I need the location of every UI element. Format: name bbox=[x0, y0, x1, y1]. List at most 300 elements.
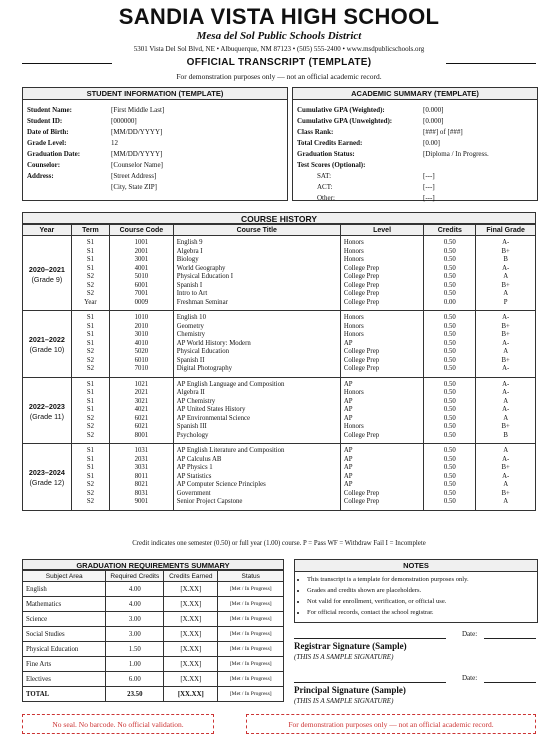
note-item: • Grades and credits shown are placeholders. bbox=[307, 585, 537, 596]
test-score-row bbox=[297, 193, 533, 204]
course-term: S2 bbox=[71, 432, 109, 444]
grad-earned: [X.XX] bbox=[164, 642, 218, 657]
course-row bbox=[23, 481, 536, 490]
course-term: S1 bbox=[71, 236, 109, 248]
grad-required: 3.00 bbox=[106, 612, 164, 627]
col-level: Level bbox=[340, 225, 424, 236]
course-title: World Geography bbox=[173, 265, 340, 274]
grad-earned: [X.XX] bbox=[164, 672, 218, 687]
course-term: S2 bbox=[71, 290, 109, 299]
test-score-label: SAT: bbox=[317, 172, 332, 180]
course-grade: A bbox=[476, 498, 536, 510]
year-group bbox=[23, 377, 72, 444]
graduation-summary bbox=[22, 559, 284, 702]
course-code: 6021 bbox=[110, 415, 174, 424]
course-level: AP bbox=[340, 481, 424, 490]
student-field-label: Student ID: bbox=[27, 117, 63, 125]
course-term: S2 bbox=[71, 481, 109, 490]
course-title: AP English Language and Composition bbox=[173, 377, 340, 389]
course-row bbox=[23, 444, 536, 456]
student-field bbox=[27, 116, 283, 127]
course-row bbox=[23, 398, 536, 407]
grad-earned: [X.XX] bbox=[164, 612, 218, 627]
grad-row bbox=[23, 657, 284, 672]
course-row bbox=[23, 389, 536, 398]
test-score-row bbox=[297, 182, 533, 193]
course-grade: B bbox=[476, 432, 536, 444]
course-credits: 0.50 bbox=[424, 432, 476, 444]
course-row bbox=[23, 432, 536, 444]
course-title: Chemistry bbox=[173, 331, 340, 340]
credit-footnote: Credit indicates one semester (0.50) or full year (1.00) course. P = Pass WF = Withdraw Fail I = Incomplete bbox=[132, 540, 426, 547]
course-title: Physical Education bbox=[173, 348, 340, 357]
course-level: AP bbox=[340, 398, 424, 407]
course-term: S2 bbox=[71, 490, 109, 499]
student-address-city: [City, State ZIP] bbox=[111, 183, 158, 191]
test-score-row bbox=[297, 171, 533, 182]
course-term: S2 bbox=[71, 423, 109, 432]
col-year: Year bbox=[23, 225, 72, 236]
course-code: 6021 bbox=[110, 423, 174, 432]
course-term: S1 bbox=[71, 311, 109, 323]
school-year: 2022–2023 bbox=[28, 401, 65, 411]
grad-earned-total: [XX.XX] bbox=[164, 687, 218, 702]
course-credits: 0.50 bbox=[424, 265, 476, 274]
test-score-value: [---] bbox=[423, 172, 435, 180]
course-code: 9001 bbox=[110, 498, 174, 510]
student-field-label: Address: bbox=[27, 172, 54, 180]
course-grade: B+ bbox=[476, 464, 536, 473]
grad-status-total: [Met / In Progress] bbox=[218, 687, 284, 702]
course-title: Spanish III bbox=[173, 423, 340, 432]
course-row bbox=[23, 256, 536, 265]
grad-earned: [X.XX] bbox=[164, 582, 218, 597]
academic-field bbox=[297, 105, 533, 116]
academic-field bbox=[297, 127, 533, 138]
grad-subject: Social Studies bbox=[23, 627, 106, 642]
academic-field-value: [0.000] bbox=[423, 117, 444, 125]
academic-field-label: Cumulative GPA (Weighted): bbox=[297, 106, 385, 114]
course-level: AP bbox=[340, 406, 424, 415]
course-title: AP English Literature and Composition bbox=[173, 444, 340, 456]
course-row bbox=[23, 357, 536, 366]
grad-col-status: Status bbox=[218, 571, 284, 582]
course-history-title: COURSE HISTORY bbox=[22, 212, 536, 224]
footer-demo-notice: For demonstration purposes only — not an official academic record. bbox=[246, 714, 536, 734]
note-item: • This transcript is a template for demonstration purposes only. bbox=[307, 574, 537, 585]
course-term: S1 bbox=[71, 444, 109, 456]
student-field bbox=[27, 171, 283, 182]
course-code: 4001 bbox=[110, 265, 174, 274]
grad-subject: Mathematics bbox=[23, 597, 106, 612]
course-title: Algebra I bbox=[173, 248, 340, 257]
course-term: S1 bbox=[71, 473, 109, 482]
grad-status: [Met / In Progress] bbox=[218, 582, 284, 597]
course-code: 1001 bbox=[110, 236, 174, 248]
course-row bbox=[23, 290, 536, 299]
grad-required: 4.00 bbox=[106, 597, 164, 612]
student-field-value: [MM/DD/YYYY] bbox=[111, 128, 163, 136]
course-row bbox=[23, 406, 536, 415]
course-grade: A- bbox=[476, 456, 536, 465]
course-title: AP Chemistry bbox=[173, 398, 340, 407]
course-credits: 0.50 bbox=[424, 331, 476, 340]
note-item: • Not valid for enrollment, verification, or official use. bbox=[307, 596, 537, 607]
course-grade: A bbox=[476, 290, 536, 299]
course-term: S2 bbox=[71, 357, 109, 366]
course-credits: 0.50 bbox=[424, 473, 476, 482]
course-credits: 0.50 bbox=[424, 290, 476, 299]
course-code: 0009 bbox=[110, 299, 174, 311]
course-grade: B+ bbox=[476, 357, 536, 366]
grad-row bbox=[23, 642, 284, 657]
course-title: AP Computer Science Principles bbox=[173, 481, 340, 490]
course-row bbox=[23, 464, 536, 473]
course-term: S2 bbox=[71, 415, 109, 424]
grad-status: [Met / In Progress] bbox=[218, 657, 284, 672]
course-row bbox=[23, 273, 536, 282]
course-code: 6001 bbox=[110, 282, 174, 291]
course-credits: 0.50 bbox=[424, 323, 476, 332]
course-credits: 0.50 bbox=[424, 490, 476, 499]
academic-field-label: Cumulative GPA (Unweighted): bbox=[297, 117, 393, 125]
course-term: S2 bbox=[71, 365, 109, 377]
course-title: English 10 bbox=[173, 311, 340, 323]
course-grade: B+ bbox=[476, 331, 536, 340]
student-field-label: Student Name: bbox=[27, 106, 72, 114]
course-level: Honors bbox=[340, 323, 424, 332]
grad-required-total: 23.50 bbox=[106, 687, 164, 702]
course-credits: 0.50 bbox=[424, 498, 476, 510]
col-final-grade: Final Grade bbox=[476, 225, 536, 236]
course-level: College Prep bbox=[340, 348, 424, 357]
academic-field-value: [0.00] bbox=[423, 139, 440, 147]
principal-signature-line bbox=[294, 682, 446, 683]
principal-date-label: Date: bbox=[462, 674, 478, 682]
student-field bbox=[27, 127, 283, 138]
course-credits: 0.50 bbox=[424, 377, 476, 389]
course-row bbox=[23, 490, 536, 499]
col-credits: Credits bbox=[424, 225, 476, 236]
test-score-label: Other: bbox=[317, 194, 335, 202]
course-term: S1 bbox=[71, 464, 109, 473]
student-field-value: [Counselor Name] bbox=[111, 161, 163, 169]
course-credits: 0.50 bbox=[424, 398, 476, 407]
course-history-table bbox=[22, 224, 536, 511]
course-title: Senior Project Capstone bbox=[173, 498, 340, 510]
footer-no-seal: No seal. No barcode. No official validation. bbox=[22, 714, 214, 734]
student-field bbox=[27, 160, 283, 171]
title-rule-right bbox=[446, 63, 536, 64]
student-field-label: Graduation Date: bbox=[27, 150, 81, 158]
grad-required: 4.00 bbox=[106, 582, 164, 597]
course-row bbox=[23, 498, 536, 510]
course-grade: B bbox=[476, 256, 536, 265]
note-item: • For official records, contact the school registrar. bbox=[307, 607, 537, 618]
course-title: Algebra II bbox=[173, 389, 340, 398]
grad-total-row bbox=[23, 687, 284, 702]
course-code: 5020 bbox=[110, 348, 174, 357]
student-info-title: STUDENT INFORMATION (TEMPLATE) bbox=[23, 88, 287, 100]
course-grade: A- bbox=[476, 365, 536, 377]
district-name: Mesa del Sol Public Schools District bbox=[196, 30, 362, 42]
student-field-label: Grade Level: bbox=[27, 139, 67, 147]
test-score-value: [---] bbox=[423, 194, 435, 202]
course-level: College Prep bbox=[340, 498, 424, 510]
course-code: 3021 bbox=[110, 398, 174, 407]
course-title: AP Environmental Science bbox=[173, 415, 340, 424]
course-credits: 0.50 bbox=[424, 340, 476, 349]
course-grade: A bbox=[476, 348, 536, 357]
course-credits: 0.50 bbox=[424, 415, 476, 424]
course-code: 2031 bbox=[110, 456, 174, 465]
course-row bbox=[23, 236, 536, 248]
course-credits: 0.50 bbox=[424, 248, 476, 257]
course-grade: A bbox=[476, 398, 536, 407]
course-credits: 0.50 bbox=[424, 423, 476, 432]
course-grade: A- bbox=[476, 265, 536, 274]
course-term: S1 bbox=[71, 340, 109, 349]
course-level: AP bbox=[340, 340, 424, 349]
year-group bbox=[23, 311, 72, 378]
course-credits: 0.50 bbox=[424, 464, 476, 473]
grad-row bbox=[23, 582, 284, 597]
course-row bbox=[23, 348, 536, 357]
registrar-date-line bbox=[484, 638, 536, 639]
course-code: 8011 bbox=[110, 473, 174, 482]
course-row bbox=[23, 282, 536, 291]
academic-field-value: [0.000] bbox=[423, 106, 444, 114]
student-address-line2 bbox=[27, 182, 283, 193]
course-credits: 0.50 bbox=[424, 357, 476, 366]
grad-row bbox=[23, 612, 284, 627]
course-title: Spanish II bbox=[173, 357, 340, 366]
course-code: 3031 bbox=[110, 464, 174, 473]
course-code: 8031 bbox=[110, 490, 174, 499]
course-level: AP bbox=[340, 415, 424, 424]
course-term: Year bbox=[71, 299, 109, 311]
col-course-title: Course Title bbox=[173, 225, 340, 236]
grad-status: [Met / In Progress] bbox=[218, 612, 284, 627]
course-credits: 0.50 bbox=[424, 348, 476, 357]
course-title: Freshman Seminar bbox=[173, 299, 340, 311]
course-code: 8021 bbox=[110, 481, 174, 490]
course-term: S2 bbox=[71, 348, 109, 357]
grade-level: (Grade 9) bbox=[31, 274, 63, 284]
registrar-signature-line bbox=[294, 638, 446, 639]
course-level: College Prep bbox=[340, 490, 424, 499]
signature-area bbox=[294, 628, 536, 708]
course-term: S1 bbox=[71, 323, 109, 332]
academic-field-label: Class Rank: bbox=[297, 128, 334, 136]
student-field-value: [000000] bbox=[111, 117, 137, 125]
course-term: S1 bbox=[71, 389, 109, 398]
academic-field-value: [###] of [###] bbox=[423, 128, 463, 136]
course-row bbox=[23, 415, 536, 424]
course-grade: A- bbox=[476, 389, 536, 398]
grad-earned: [X.XX] bbox=[164, 627, 218, 642]
grad-status: [Met / In Progress] bbox=[218, 597, 284, 612]
course-grade: B+ bbox=[476, 423, 536, 432]
grad-required: 3.00 bbox=[106, 627, 164, 642]
course-credits: 0.50 bbox=[424, 481, 476, 490]
academic-summary-title: ACADEMIC SUMMARY (TEMPLATE) bbox=[293, 88, 537, 100]
course-title: Spanish I bbox=[173, 282, 340, 291]
course-code: 7001 bbox=[110, 290, 174, 299]
course-credits: 0.50 bbox=[424, 282, 476, 291]
grad-required: 1.50 bbox=[106, 642, 164, 657]
grad-col-subject: Subject Area bbox=[23, 571, 106, 582]
school-year: 2021–2022 bbox=[28, 335, 65, 345]
course-title: AP Statistics bbox=[173, 473, 340, 482]
course-code: 1031 bbox=[110, 444, 174, 456]
student-field bbox=[27, 105, 283, 116]
course-level: Honors bbox=[340, 389, 424, 398]
year-group bbox=[23, 444, 72, 511]
course-grade: B+ bbox=[476, 490, 536, 499]
academic-field-label: Total Credits Earned: bbox=[297, 139, 363, 147]
course-code: 3001 bbox=[110, 256, 174, 265]
course-credits: 0.50 bbox=[424, 273, 476, 282]
school-year: 2020–2021 bbox=[28, 264, 65, 274]
course-level: College Prep bbox=[340, 299, 424, 311]
course-code: 2021 bbox=[110, 389, 174, 398]
grad-status: [Met / In Progress] bbox=[218, 627, 284, 642]
course-code: 2001 bbox=[110, 248, 174, 257]
course-term: S1 bbox=[71, 377, 109, 389]
course-row bbox=[23, 340, 536, 349]
course-credits: 0.50 bbox=[424, 389, 476, 398]
grad-earned: [X.XX] bbox=[164, 657, 218, 672]
course-term: S1 bbox=[71, 331, 109, 340]
course-code: 1021 bbox=[110, 377, 174, 389]
course-credits: 0.50 bbox=[424, 456, 476, 465]
course-grade: A- bbox=[476, 236, 536, 248]
student-info-box bbox=[22, 87, 288, 201]
registrar-signature: Registrar Signature (Sample) bbox=[294, 641, 407, 651]
course-term: S1 bbox=[71, 398, 109, 407]
course-grade: B+ bbox=[476, 282, 536, 291]
course-level: College Prep bbox=[340, 365, 424, 377]
course-level: Honors bbox=[340, 236, 424, 248]
course-row bbox=[23, 377, 536, 389]
course-grade: A bbox=[476, 415, 536, 424]
course-credits: 0.50 bbox=[424, 365, 476, 377]
grad-row bbox=[23, 672, 284, 687]
course-row bbox=[23, 365, 536, 377]
course-title: Psychology bbox=[173, 432, 340, 444]
grad-subject: Fine Arts bbox=[23, 657, 106, 672]
course-row bbox=[23, 323, 536, 332]
grade-level: (Grade 10) bbox=[29, 345, 65, 355]
principal-sample-note: (THIS IS A SAMPLE SIGNATURE) bbox=[294, 697, 394, 705]
course-title: AP Calculus AB bbox=[173, 456, 340, 465]
course-level: AP bbox=[340, 473, 424, 482]
course-level: College Prep bbox=[340, 432, 424, 444]
school-year: 2023–2024 bbox=[28, 468, 65, 478]
course-code: 2010 bbox=[110, 323, 174, 332]
grad-status: [Met / In Progress] bbox=[218, 642, 284, 657]
course-code: 6010 bbox=[110, 357, 174, 366]
course-level: Honors bbox=[340, 423, 424, 432]
course-grade: A bbox=[476, 273, 536, 282]
course-row bbox=[23, 423, 536, 432]
grade-level: (Grade 12) bbox=[29, 478, 65, 488]
grad-earned: [X.XX] bbox=[164, 597, 218, 612]
grad-subject-total: TOTAL bbox=[23, 687, 106, 702]
course-code: 3010 bbox=[110, 331, 174, 340]
academic-field-value: [Diploma / In Progress. bbox=[423, 150, 489, 158]
course-credits: 0.50 bbox=[424, 406, 476, 415]
grad-required: 1.00 bbox=[106, 657, 164, 672]
academic-field-label: Graduation Status: bbox=[297, 150, 355, 158]
student-field-value: [Street Address] bbox=[111, 172, 157, 180]
course-level: College Prep bbox=[340, 357, 424, 366]
course-title: AP United States History bbox=[173, 406, 340, 415]
course-level: AP bbox=[340, 456, 424, 465]
course-code: 1010 bbox=[110, 311, 174, 323]
course-title: English 9 bbox=[173, 236, 340, 248]
course-level: College Prep bbox=[340, 290, 424, 299]
grad-subject: Physical Education bbox=[23, 642, 106, 657]
test-score-label: ACT: bbox=[317, 183, 333, 191]
course-title: Geometry bbox=[173, 323, 340, 332]
student-field-value: [MM/DD/YYYY] bbox=[111, 150, 163, 158]
course-row bbox=[23, 299, 536, 311]
academic-field bbox=[297, 138, 533, 149]
academic-summary-box bbox=[292, 87, 538, 201]
notes-box bbox=[294, 559, 538, 623]
grad-subject: English bbox=[23, 582, 106, 597]
graduation-table bbox=[22, 570, 284, 702]
student-field bbox=[27, 149, 283, 160]
title-row bbox=[22, 57, 536, 71]
test-score-value: [---] bbox=[423, 183, 435, 191]
course-grade: A- bbox=[476, 340, 536, 349]
principal-signature: Principal Signature (Sample) bbox=[294, 685, 406, 695]
course-term: S2 bbox=[71, 282, 109, 291]
course-code: 8001 bbox=[110, 432, 174, 444]
course-title: AP World History: Modern bbox=[173, 340, 340, 349]
academic-field-label: Test Scores (Optional): bbox=[297, 161, 366, 169]
course-level: Honors bbox=[340, 248, 424, 257]
student-field-label: Date of Birth: bbox=[27, 128, 69, 136]
course-row bbox=[23, 311, 536, 323]
course-term: S1 bbox=[71, 256, 109, 265]
course-code: 7010 bbox=[110, 365, 174, 377]
course-code: 4010 bbox=[110, 340, 174, 349]
course-level: AP bbox=[340, 377, 424, 389]
course-level: AP bbox=[340, 464, 424, 473]
course-level: Honors bbox=[340, 331, 424, 340]
course-credits: 0.50 bbox=[424, 236, 476, 248]
course-term: S1 bbox=[71, 265, 109, 274]
course-title: Biology bbox=[173, 256, 340, 265]
academic-field bbox=[297, 160, 533, 171]
col-term: Term bbox=[71, 225, 109, 236]
grad-row bbox=[23, 627, 284, 642]
course-grade: A- bbox=[476, 311, 536, 323]
grad-row bbox=[23, 597, 284, 612]
academic-field bbox=[297, 116, 533, 127]
course-code: 5010 bbox=[110, 273, 174, 282]
course-grade: A bbox=[476, 481, 536, 490]
course-title: Physical Education I bbox=[173, 273, 340, 282]
course-title: Digital Photography bbox=[173, 365, 340, 377]
course-grade: A- bbox=[476, 473, 536, 482]
student-field-label: Counselor: bbox=[27, 161, 61, 169]
course-level: College Prep bbox=[340, 265, 424, 274]
